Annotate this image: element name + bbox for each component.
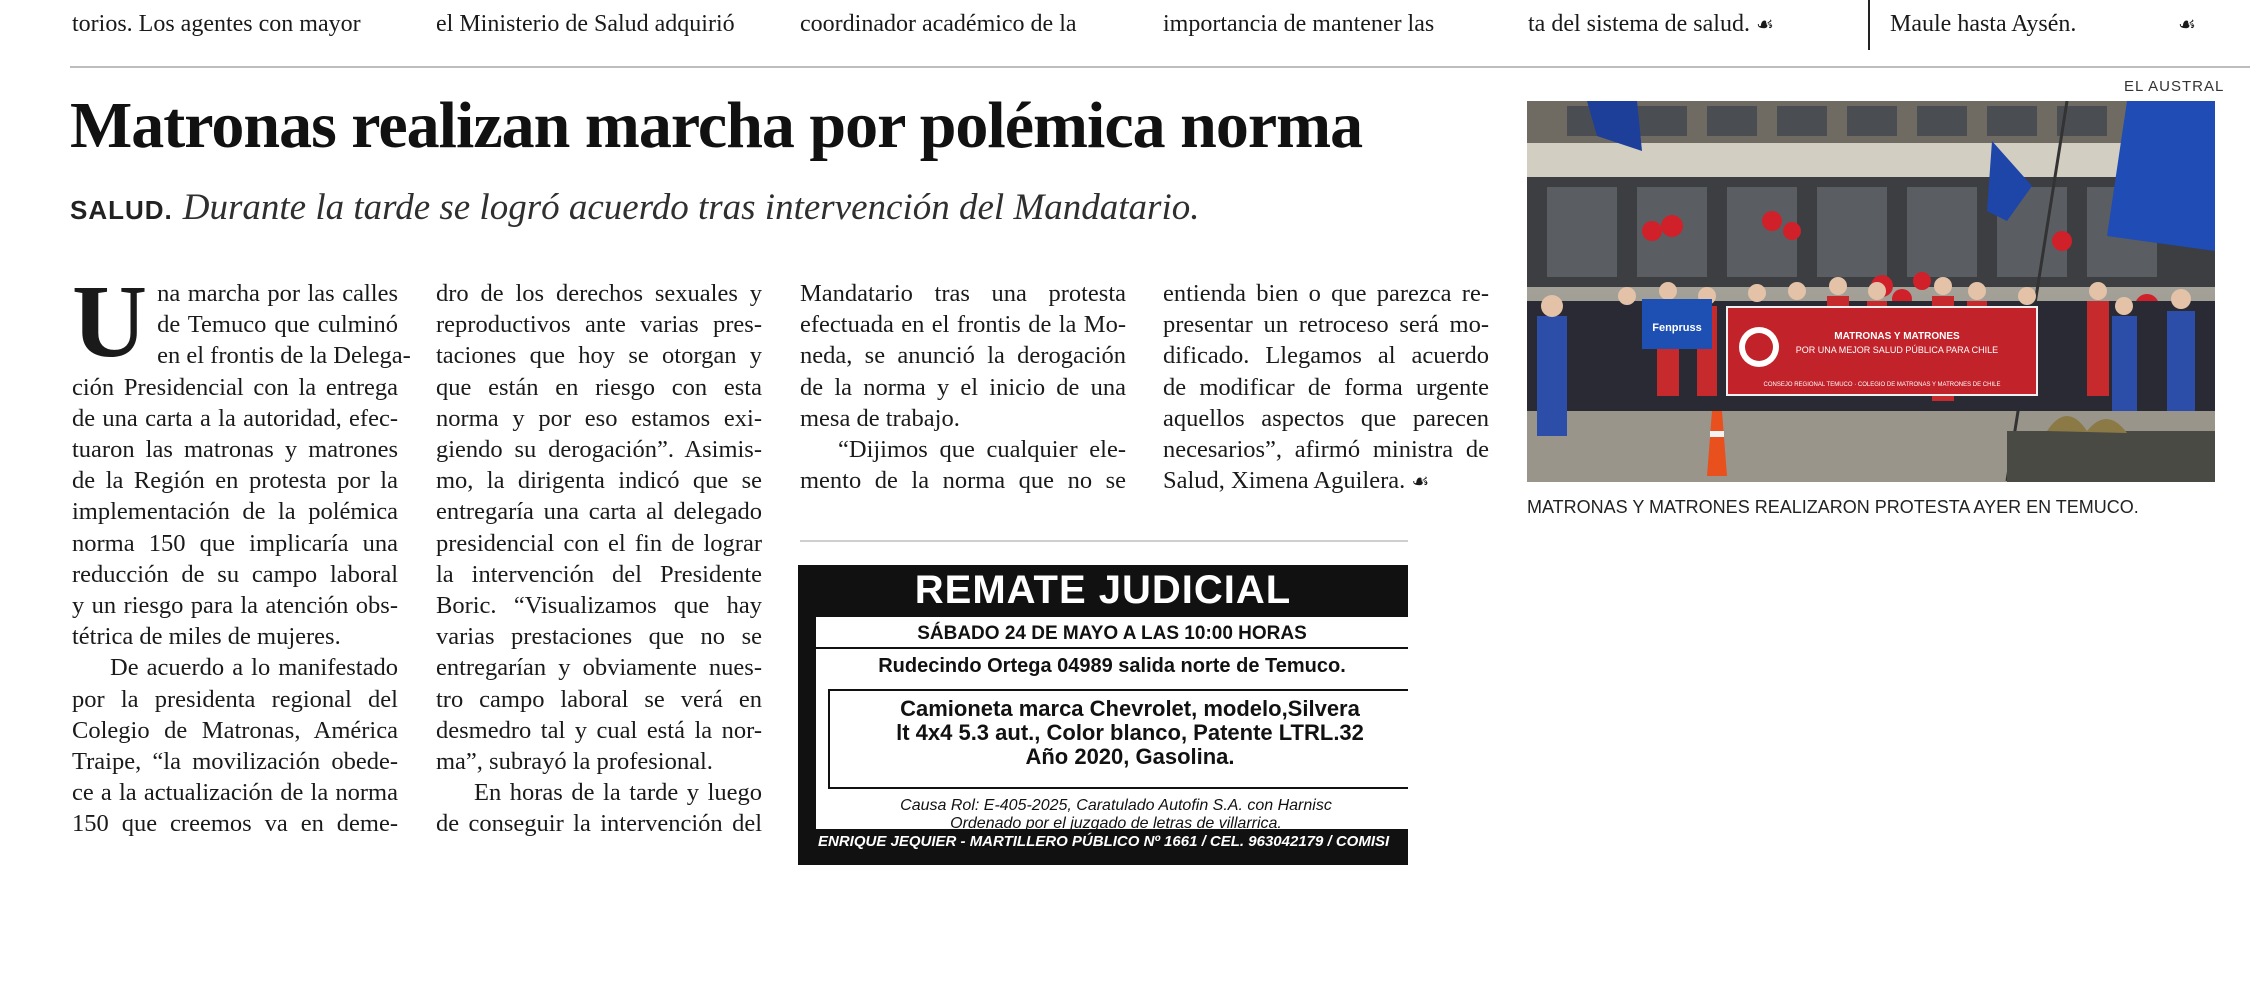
article-headline: Matronas realizan marcha por polémica norma: [70, 89, 1363, 162]
photo-caption: MATRONAS Y MATRONES REALIZARON PROTESTA AYER EN TEMUCO.: [1527, 497, 2139, 517]
body-line: varias prestaciones que no se: [436, 623, 762, 651]
ad-item-line: Camioneta marca Chevrolet, modelo,Silvera: [900, 696, 1360, 721]
end-mark-icon: ☙: [1411, 469, 1430, 494]
body-line-text: Salud, Ximena Aguilera.: [1163, 467, 1406, 495]
photo-credit: EL AUSTRAL: [2124, 78, 2225, 95]
body-line: por la presidenta regional del: [72, 685, 398, 713]
body-line: y un riesgo para la atención obs-: [72, 592, 398, 620]
body-line: implementación de la polémica: [72, 498, 398, 526]
body-line: de una carta a la autoridad, efec-: [72, 404, 398, 432]
body-line: giendo su derogación”. Asimis-: [436, 436, 762, 464]
body-line: taciones que hoy se otorgan y: [436, 342, 762, 370]
sign-text: Fenpruss: [1652, 322, 1702, 334]
ad-rule: [816, 647, 1408, 649]
body-line: tétrica de miles de mujeres.: [72, 623, 341, 651]
body-line: presentar un retroceso será mo-: [1163, 311, 1489, 339]
section-label: SALUD.: [70, 195, 173, 225]
body-line: desmedro tal y cual está la nor-: [436, 716, 762, 744]
body-line: De acuerdo a lo manifestado: [110, 654, 398, 682]
body-line: na marcha por las calles: [157, 280, 398, 307]
banner-text: CONSEJO REGIONAL TEMUCO · COLEGIO DE MATRONAS Y MATRONES DE CHILE: [1763, 382, 2001, 388]
body-line: Boric. “Visualizamos que hay: [436, 592, 762, 620]
body-line: norma y por eso estamos exi-: [436, 404, 762, 432]
body-line: de conseguir la intervención del: [436, 810, 762, 838]
banner-text: MATRONAS Y MATRONES: [1834, 331, 1960, 342]
top-strip-col2: el Ministerio de Salud adquirió: [436, 11, 735, 37]
ad-cause: [816, 797, 1408, 833]
article-deck: [70, 186, 1199, 229]
body-line: ce a la actualización de la norma: [72, 779, 398, 807]
body-line: en el frontis de la Delega-: [157, 342, 411, 370]
body-line: [1163, 465, 1489, 497]
body-line: de modificar de forma urgente: [1163, 373, 1489, 401]
ad-inner-box: [816, 617, 1408, 832]
ad-cause-line: Causa Rol: E-405-2025, Caratulado Autofin S.A. con Harnisc: [900, 797, 1332, 814]
body-line: mo, la dirigenta indicó que se: [436, 467, 762, 495]
body-line: Mandatario tras una protesta: [800, 280, 1126, 307]
ad-item-line: Año 2020, Gasolina.: [1025, 744, 1235, 769]
body-line: tro campo laboral se verá en: [436, 685, 762, 713]
top-strip-col4: importancia de mantener las: [1163, 11, 1435, 37]
drop-cap: U: [72, 264, 148, 379]
body-line: de Temuco que culminó: [157, 311, 398, 339]
body-column-1: [72, 264, 411, 840]
body-line: entregarían y obviamente nues-: [436, 654, 762, 682]
body-line: necesarios”, afirmó ministra de: [1163, 436, 1489, 464]
body-line: “Dijimos que cualquier ele-: [838, 436, 1126, 464]
body-line: tuaron las matronas y matrones: [72, 436, 398, 464]
body-line: la intervención del Presidente: [436, 560, 762, 588]
ad-address: Rudecindo Ortega 04989 salida norte de Temuco.: [878, 655, 1346, 677]
body-line: que están en riesgo con esta: [436, 373, 762, 401]
body-column-3: [800, 278, 1126, 496]
end-mark-icon: ☙: [2178, 12, 2196, 36]
body-line: dro de los derechos sexuales y: [436, 280, 762, 307]
ad-footer: ENRIQUE JEQUIER - MARTILLERO PÚBLICO Nº 1661 / CEL. 963042179 / COMISI: [818, 833, 1390, 850]
body-line: Traipe, “la movilización obede-: [72, 748, 398, 776]
body-line: neda, se anunció la derogación: [800, 342, 1126, 370]
body-line: dificado. Llegamos al acuerdo: [1163, 342, 1489, 370]
ad-item-line: lt 4x4 5.3 aut., Color blanco, Patente LTRL.32: [896, 720, 1364, 745]
section-rule: [70, 66, 2250, 68]
body-line: reducción de su campo laboral: [72, 560, 398, 588]
banner-text: POR UNA MEJOR SALUD PÚBLICA PARA CHILE: [1795, 345, 1999, 355]
body-line: entienda bien o que parezca re-: [1163, 280, 1489, 307]
body-line: presidencial con el fin de lograr: [436, 529, 762, 557]
body-column-2: [436, 278, 762, 840]
top-strip-col5: [1528, 10, 1774, 38]
body-line: ma”, subrayó la profesional.: [436, 748, 713, 776]
ad-top-rule: [800, 540, 1408, 542]
body-line: 150 que creemos va en deme-: [72, 810, 398, 838]
body-line: reproductivos ante varias pres-: [436, 311, 762, 339]
top-strip-col3: coordinador académico de la: [800, 11, 1077, 37]
body-line: de la norma y el inicio de una: [800, 373, 1126, 401]
body-line: de la Región en protesta por la: [72, 467, 398, 495]
body-column-4: [1163, 278, 1489, 497]
top-strip-col1: torios. Los agentes con mayor: [72, 11, 361, 37]
end-mark-icon: ☙: [1755, 12, 1774, 36]
body-line: mesa de trabajo.: [800, 404, 960, 432]
body-line: norma 150 que implicaría una: [72, 529, 398, 557]
protest-photo: [1527, 101, 2215, 482]
ad-item-box: [828, 689, 1408, 789]
column-divider: [1868, 0, 1870, 50]
remate-judicial-ad: [798, 565, 1408, 865]
body-line: efectuada en el frontis de la Mo-: [800, 311, 1126, 339]
body-line: aquellos aspectos que parecen: [1163, 404, 1489, 432]
top-strip-col5-text: ta del sistema de salud.: [1528, 11, 1750, 37]
deck-text: Durante la tarde se logró acuerdo tras intervención del Mandatario.: [182, 187, 1200, 228]
ad-cause-line: Ordenado por el juzgado de letras de villarrica.: [950, 815, 1282, 832]
body-line: entregaría una carta al delegado: [436, 498, 762, 526]
protest-photo-illustration: [1527, 101, 2215, 482]
top-strip-col6: Maule hasta Aysén.: [1890, 11, 2077, 37]
body-line: ción Presidencial con la entrega: [72, 373, 398, 401]
ad-title: REMATE JUDICIAL: [914, 568, 1292, 612]
body-line: Colegio de Matronas, América: [72, 716, 398, 744]
body-line: En horas de la tarde y luego: [474, 779, 762, 807]
ad-date: SÁBADO 24 DE MAYO A LAS 10:00 HORAS: [917, 623, 1307, 644]
body-line: mento de la norma que no se: [800, 467, 1126, 495]
